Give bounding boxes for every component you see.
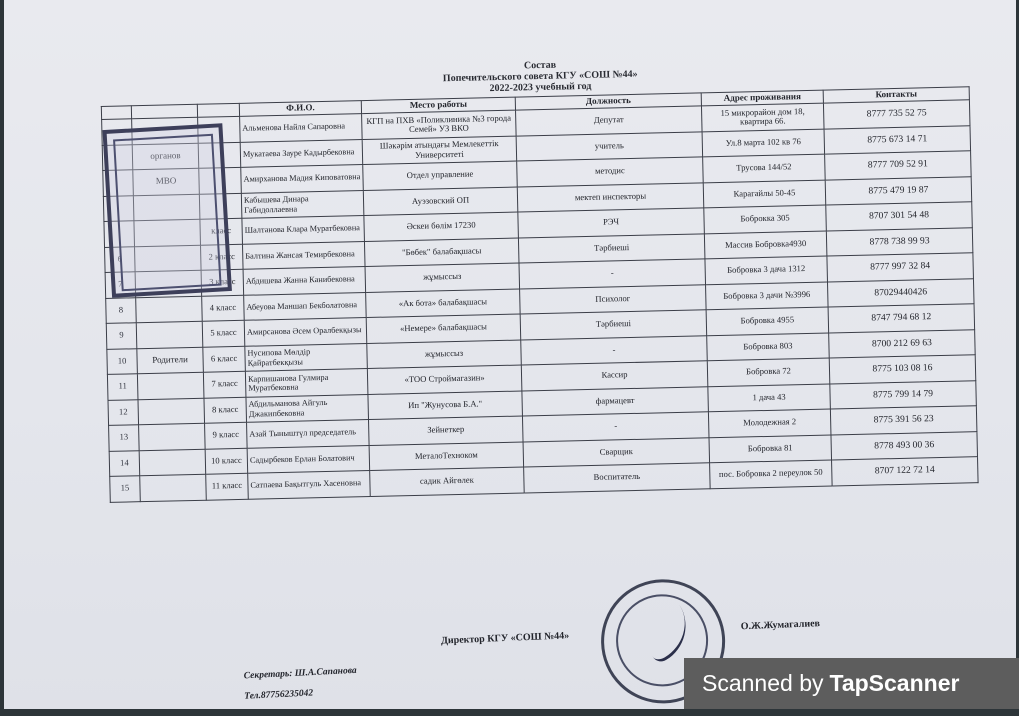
cell-group <box>137 372 204 399</box>
cell-address: Бобровка 3 дачи №3996 <box>706 282 829 310</box>
cell-fio: Кабышева Динара Габидоллаевна <box>241 190 364 218</box>
cell-position: Тәрбиеші <box>518 233 705 263</box>
cell-address: Бобровка 3 дача 1312 <box>705 256 828 284</box>
cell-address: Молодежная 2 <box>708 409 831 437</box>
scanner-badge <box>684 658 1019 709</box>
cell-address: 15 микрорайон дом 18, квартира 66. <box>701 103 824 131</box>
cell-fio: Нусипова Мөлдір Қайратбекқызы <box>245 343 368 371</box>
cell-address: Ул.8 марта 102 кв 76 <box>702 129 825 157</box>
cell-work: Шәкәрім атындағы Мемлекеттік Университеті <box>362 136 517 165</box>
cell-position: Психолог <box>520 284 707 314</box>
cell-class-label: 6 класс <box>203 346 246 372</box>
cell-class-label: 4 класс <box>202 295 245 321</box>
cell-phone: 8775 799 14 79 <box>830 380 977 409</box>
cell-group <box>139 423 206 450</box>
cell-class-label: 8 класс <box>204 397 247 423</box>
cell-address: Бобровка 4955 <box>706 307 829 335</box>
scanned-page <box>4 0 1016 709</box>
cell-fio: Карпишанова Гулмира Муратбековна <box>245 369 368 397</box>
cell-address: 1 дача 43 <box>708 384 831 412</box>
director-name: О.Ж.Жумагалиев <box>740 618 821 633</box>
cell-phone: 8777 735 52 75 <box>823 100 970 129</box>
badge-prefix: Scanned by <box>702 670 824 696</box>
cell-phone: 8775 103 08 16 <box>829 355 976 384</box>
cell-position: Сварщик <box>523 437 710 467</box>
cell-work: жұмыссыз <box>365 263 520 292</box>
cell-work: «ТОО Строймагазин» <box>367 365 522 394</box>
cell-position: РЭЧ <box>518 208 705 238</box>
cell-work: «Ак бота» балабақшасы <box>366 289 521 318</box>
cell-work: Отдел управление <box>363 161 518 190</box>
cell-position: - <box>519 259 706 289</box>
cell-position: Кассир <box>521 361 708 391</box>
cell-group <box>139 449 206 476</box>
cell-work: жұмыссыз <box>367 340 522 369</box>
header-work: Место работы <box>361 97 515 113</box>
cell-address: Бобровка 81 <box>709 435 832 463</box>
cell-address: Трусова 144/52 <box>703 154 826 182</box>
title-line: Состав <box>523 59 557 72</box>
cell-phone: 8777 997 32 84 <box>827 253 974 282</box>
cell-class-label: 11 класс <box>206 473 249 499</box>
cell-fio: Абдишева Жанна Канибековна <box>243 267 366 295</box>
cell-fio: Абдильманова Айгуль Джакипбековна <box>246 394 369 422</box>
cell-work: "Бөбек" балабақшасы <box>364 238 519 267</box>
cell-class-label: 5 класс <box>202 320 245 346</box>
cell-phone: 8747 794 68 12 <box>828 304 975 333</box>
cell-position: фармацевт <box>522 386 709 416</box>
cell-fio: Шалтанова Клара Муратбековна <box>242 216 365 244</box>
cell-position: Депутат <box>516 106 703 136</box>
cell-class-label: 2 класс <box>200 244 243 270</box>
badge-brand: TapScanner <box>829 670 960 696</box>
cell-phone: 8777 709 52 91 <box>825 151 972 180</box>
cell-num: 14 <box>109 450 140 476</box>
cell-position: учитель <box>516 131 703 161</box>
cell-phone: 8775 391 56 23 <box>830 406 977 435</box>
cell-position: мектеп инспекторы <box>517 182 704 212</box>
cell-address: Боброкка 305 <box>704 205 827 233</box>
cell-num: 6 <box>105 246 136 272</box>
cell-phone: 8707 301 54 48 <box>826 202 973 231</box>
header-fio: Ф.И.О. <box>239 101 361 117</box>
cell-num: 9 <box>106 323 137 349</box>
cell-num: 12 <box>108 399 139 425</box>
cell-fio: Мукатаева Зауре Кадырбековна <box>240 139 363 167</box>
cell-phone: 8775 673 14 71 <box>824 125 971 154</box>
cell-work: садик Айгөлек <box>370 467 525 496</box>
cell-group: Родители <box>137 347 204 374</box>
cell-phone: 8778 493 00 36 <box>831 431 978 460</box>
header-contacts: Контакты <box>823 87 969 103</box>
title-line: Попечительского совета КГУ «СОШ №44» <box>442 68 638 85</box>
cell-fio: Балтина Жансая Темирбековна <box>242 241 365 269</box>
cell-work: МеталоТехноком <box>369 441 524 470</box>
cell-position: Воспитатель <box>524 463 711 493</box>
cell-address: Бобровка 72 <box>707 358 830 386</box>
cell-fio: Альменова Найля Сапаровна <box>240 114 363 142</box>
cell-num: 7 <box>105 272 136 298</box>
header-position: Должность <box>515 93 701 110</box>
cell-group <box>136 296 203 323</box>
cell-phone: 87029440426 <box>827 278 974 307</box>
cell-position: методис <box>517 157 704 187</box>
cell-address: Бобровка 803 <box>707 333 830 361</box>
cell-work: Ип "Жунусова Б.А." <box>368 391 523 420</box>
cell-position: - <box>521 335 708 365</box>
council-table <box>101 86 979 502</box>
cell-phone: 8775 479 19 87 <box>825 176 972 205</box>
cell-num: 10 <box>107 348 138 374</box>
cell-group: органов <box>132 143 199 170</box>
rectangular-stamp <box>102 123 231 298</box>
secretary-line: Секретарь: Ш.А.Сапанова <box>243 665 357 682</box>
cell-work: Әскеи бөлім 17230 <box>364 212 519 241</box>
cell-phone: 8700 212 69 63 <box>829 329 976 358</box>
cell-class-label: класс <box>200 218 243 244</box>
cell-fio: Азай Тыныштүл председатель <box>247 419 370 447</box>
cell-work: Зейнеткер <box>368 416 523 445</box>
cell-group <box>138 398 205 425</box>
director-label: Директор КГУ «СОШ №44» <box>440 630 570 647</box>
cell-group: МВО <box>133 168 200 195</box>
cell-position: Тәрбиеші <box>520 310 707 340</box>
cell-num: 8 <box>106 297 137 323</box>
phone-line: Тел.87756235042 <box>244 688 314 702</box>
title-line: 2022-2023 учебный год <box>489 80 592 95</box>
cell-address: Карагайлы 50-45 <box>703 180 826 208</box>
cell-class-label: 9 класс <box>205 422 248 448</box>
cell-class-label: 10 класс <box>205 448 248 474</box>
cell-work: «Немере» балабақшасы <box>366 314 521 343</box>
cell-fio: Сатпаева Бақытгуль Хасеновна <box>248 470 371 498</box>
cell-fio: Садырбеков Ерлан Болатович <box>247 445 370 473</box>
cell-num: 15 <box>110 476 141 502</box>
cell-class-label: 7 класс <box>203 371 246 397</box>
cell-group <box>136 321 203 348</box>
header-address: Адрес проживания <box>701 90 823 106</box>
cell-position: - <box>522 412 709 442</box>
cell-num: 13 <box>109 425 140 451</box>
cell-fio: Абеуова Маншап Бекболатовна <box>244 292 367 320</box>
cell-class-label: 3 класс <box>201 269 244 295</box>
cell-address: Массив Бобровка4930 <box>704 231 827 259</box>
cell-fio: Амирсанова Әсем Оралбекқызы <box>244 318 367 346</box>
cell-phone: 8778 738 99 93 <box>826 227 973 256</box>
cell-work: КГП на ПХВ «Поликлиника №3 города Семей» УЗ ВКО <box>362 110 517 139</box>
cell-work: Ауэзовский ОП <box>363 187 518 216</box>
cell-fio: Амирханова Мадия Киповатовна <box>241 165 364 193</box>
cell-phone: 8707 122 72 14 <box>832 457 979 486</box>
cell-num: 11 <box>107 374 138 400</box>
cell-group <box>140 474 207 501</box>
cell-address: пос. Бобровка 2 переулок 50 <box>710 460 833 488</box>
